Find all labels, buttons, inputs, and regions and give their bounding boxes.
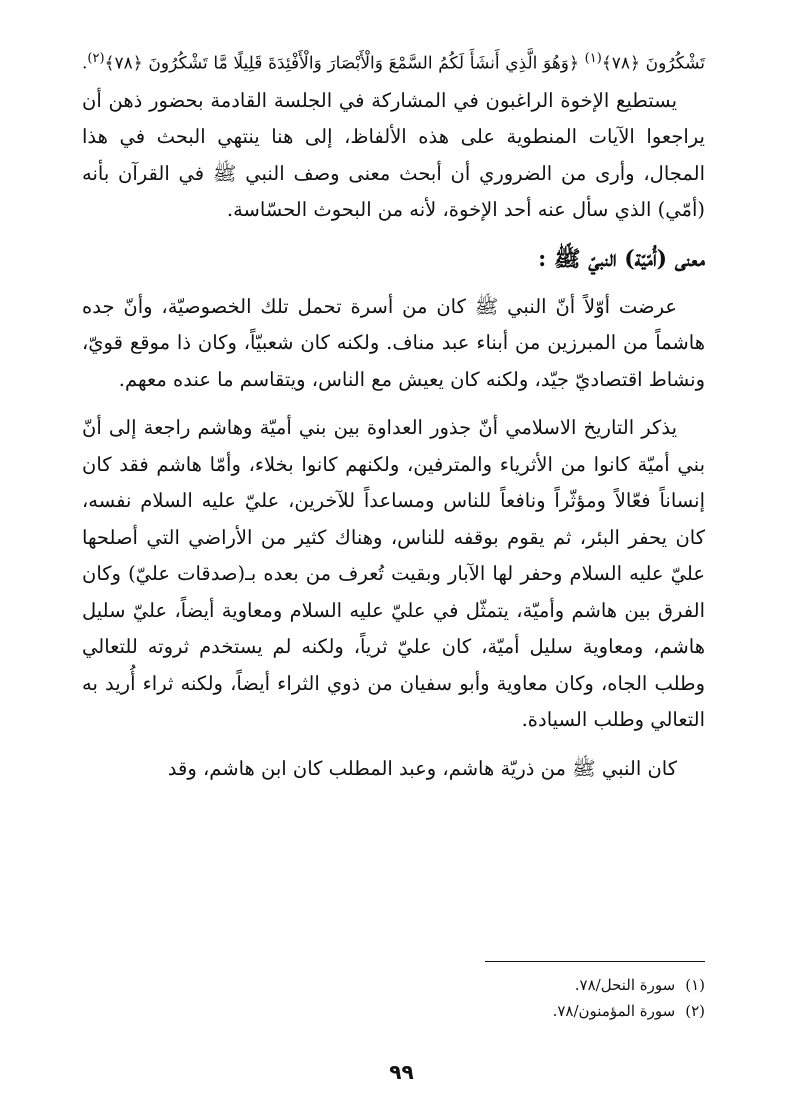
footnote-number: (٢) [685, 1002, 705, 1020]
footnote-marker-1: (١) [584, 51, 602, 66]
paragraph-1: يستطيع الإخوة الراغبون في المشاركة في الجلسة القادمة بحضور ذهن أن يراجعوا الآيات المنطوية على هذه الألفاظ، إلى هنا ينتهي البحث في هذا المجال، وأرى من الضروري أن أبحث معنى وصف النبي ﷺ في القرآن بأنه (أمّي) الذي سأل عنه أحد الإخوة، لأنه من البحوث الحسّاسة. [82, 88, 705, 222]
verse-part-1: تَشْكُرُونَ ﴿٧٨﴾ [601, 53, 705, 74]
footnote-1 [553, 972, 705, 998]
footnote-marker-2: (٢) [87, 51, 105, 66]
paragraph-2: عرضت أوّلاً أنّ النبي ﷺ كان من أسرة تحمل تلك الخصوصيّة، وأنّ جده هاشماً من المبرزين من أبناء عبد مناف. ولكنه كان شعبيّاً، وكان ذا موقع قويّ، ونشاط اقتصاديّ جيّد، ولكنه كان يعيش مع الناس، ويتقاسم ما عنده معهم. [82, 294, 705, 391]
quran-verse-line [82, 40, 705, 83]
footnote-text: سورة النحل/٧٨. [574, 976, 676, 994]
footnotes [553, 972, 705, 1024]
page-number: ٩٩ [389, 1060, 414, 1084]
paragraph-3: يذكر التاريخ الاسلامي أنّ جذور العداوة بين بني أميّة وهاشم راجعة إلى أنّ بني أميّة كانوا من الأثرياء والمترفين، ولكنهم كانوا بخلاء، وأمّا هاشم فقد كان إنساناً فعّالاً ومؤثّراً ونافعاً للناس ومساعداً للآخرين، عليّ عليه السلام نفسه، كان يحفر البئر، ثم يقوم بوقفه للناس، وهناك كثير من الأراضي التي أصلحها عليّ عليه السلام وحفر لها الآبار وبقيت تُعرف من بعده بـ(صدقات عليّ) وكان الفرق بين هاشم وأميّة، يتمثّل في عليّ عليه السلام ومعاوية أيضاً، عليّ سليل هاشم، ومعاوية سليل أميّة، كان عليّ ثرياً، ولكنه لم يستخدم ثروته للتعالي وطلب الجاه، وكان معاوية وأبو سفيان من ذوي الثراء أيضاً، ولكنه ثراء أُريد به التعالي وطلب السيادة. [82, 416, 705, 732]
footnote-number: (١) [685, 976, 705, 994]
page-body [82, 40, 705, 787]
footnote-divider [485, 961, 705, 962]
footnote-2 [553, 998, 705, 1024]
paragraph-4: كان النبي ﷺ من ذريّة هاشم، وعبد المطلب كان ابن هاشم، وقد [167, 756, 677, 780]
verse-part-2: ﴿وَهُوَ الَّذِي أَنشَأَ لَكُمُ السَّمْعَ وَالْأَبْصَارَ وَالْأَفْئِدَةَ قَلِيلًا مَّا تَشْكُرُونَ ﴿٧٨﴾ [104, 53, 579, 74]
section-heading: معنى (أُمّيّة) النبيّ ﷺ : [538, 245, 705, 272]
verse-end: . [82, 53, 88, 74]
footnote-text: سورة المؤمنون/٧٨. [552, 1002, 676, 1020]
